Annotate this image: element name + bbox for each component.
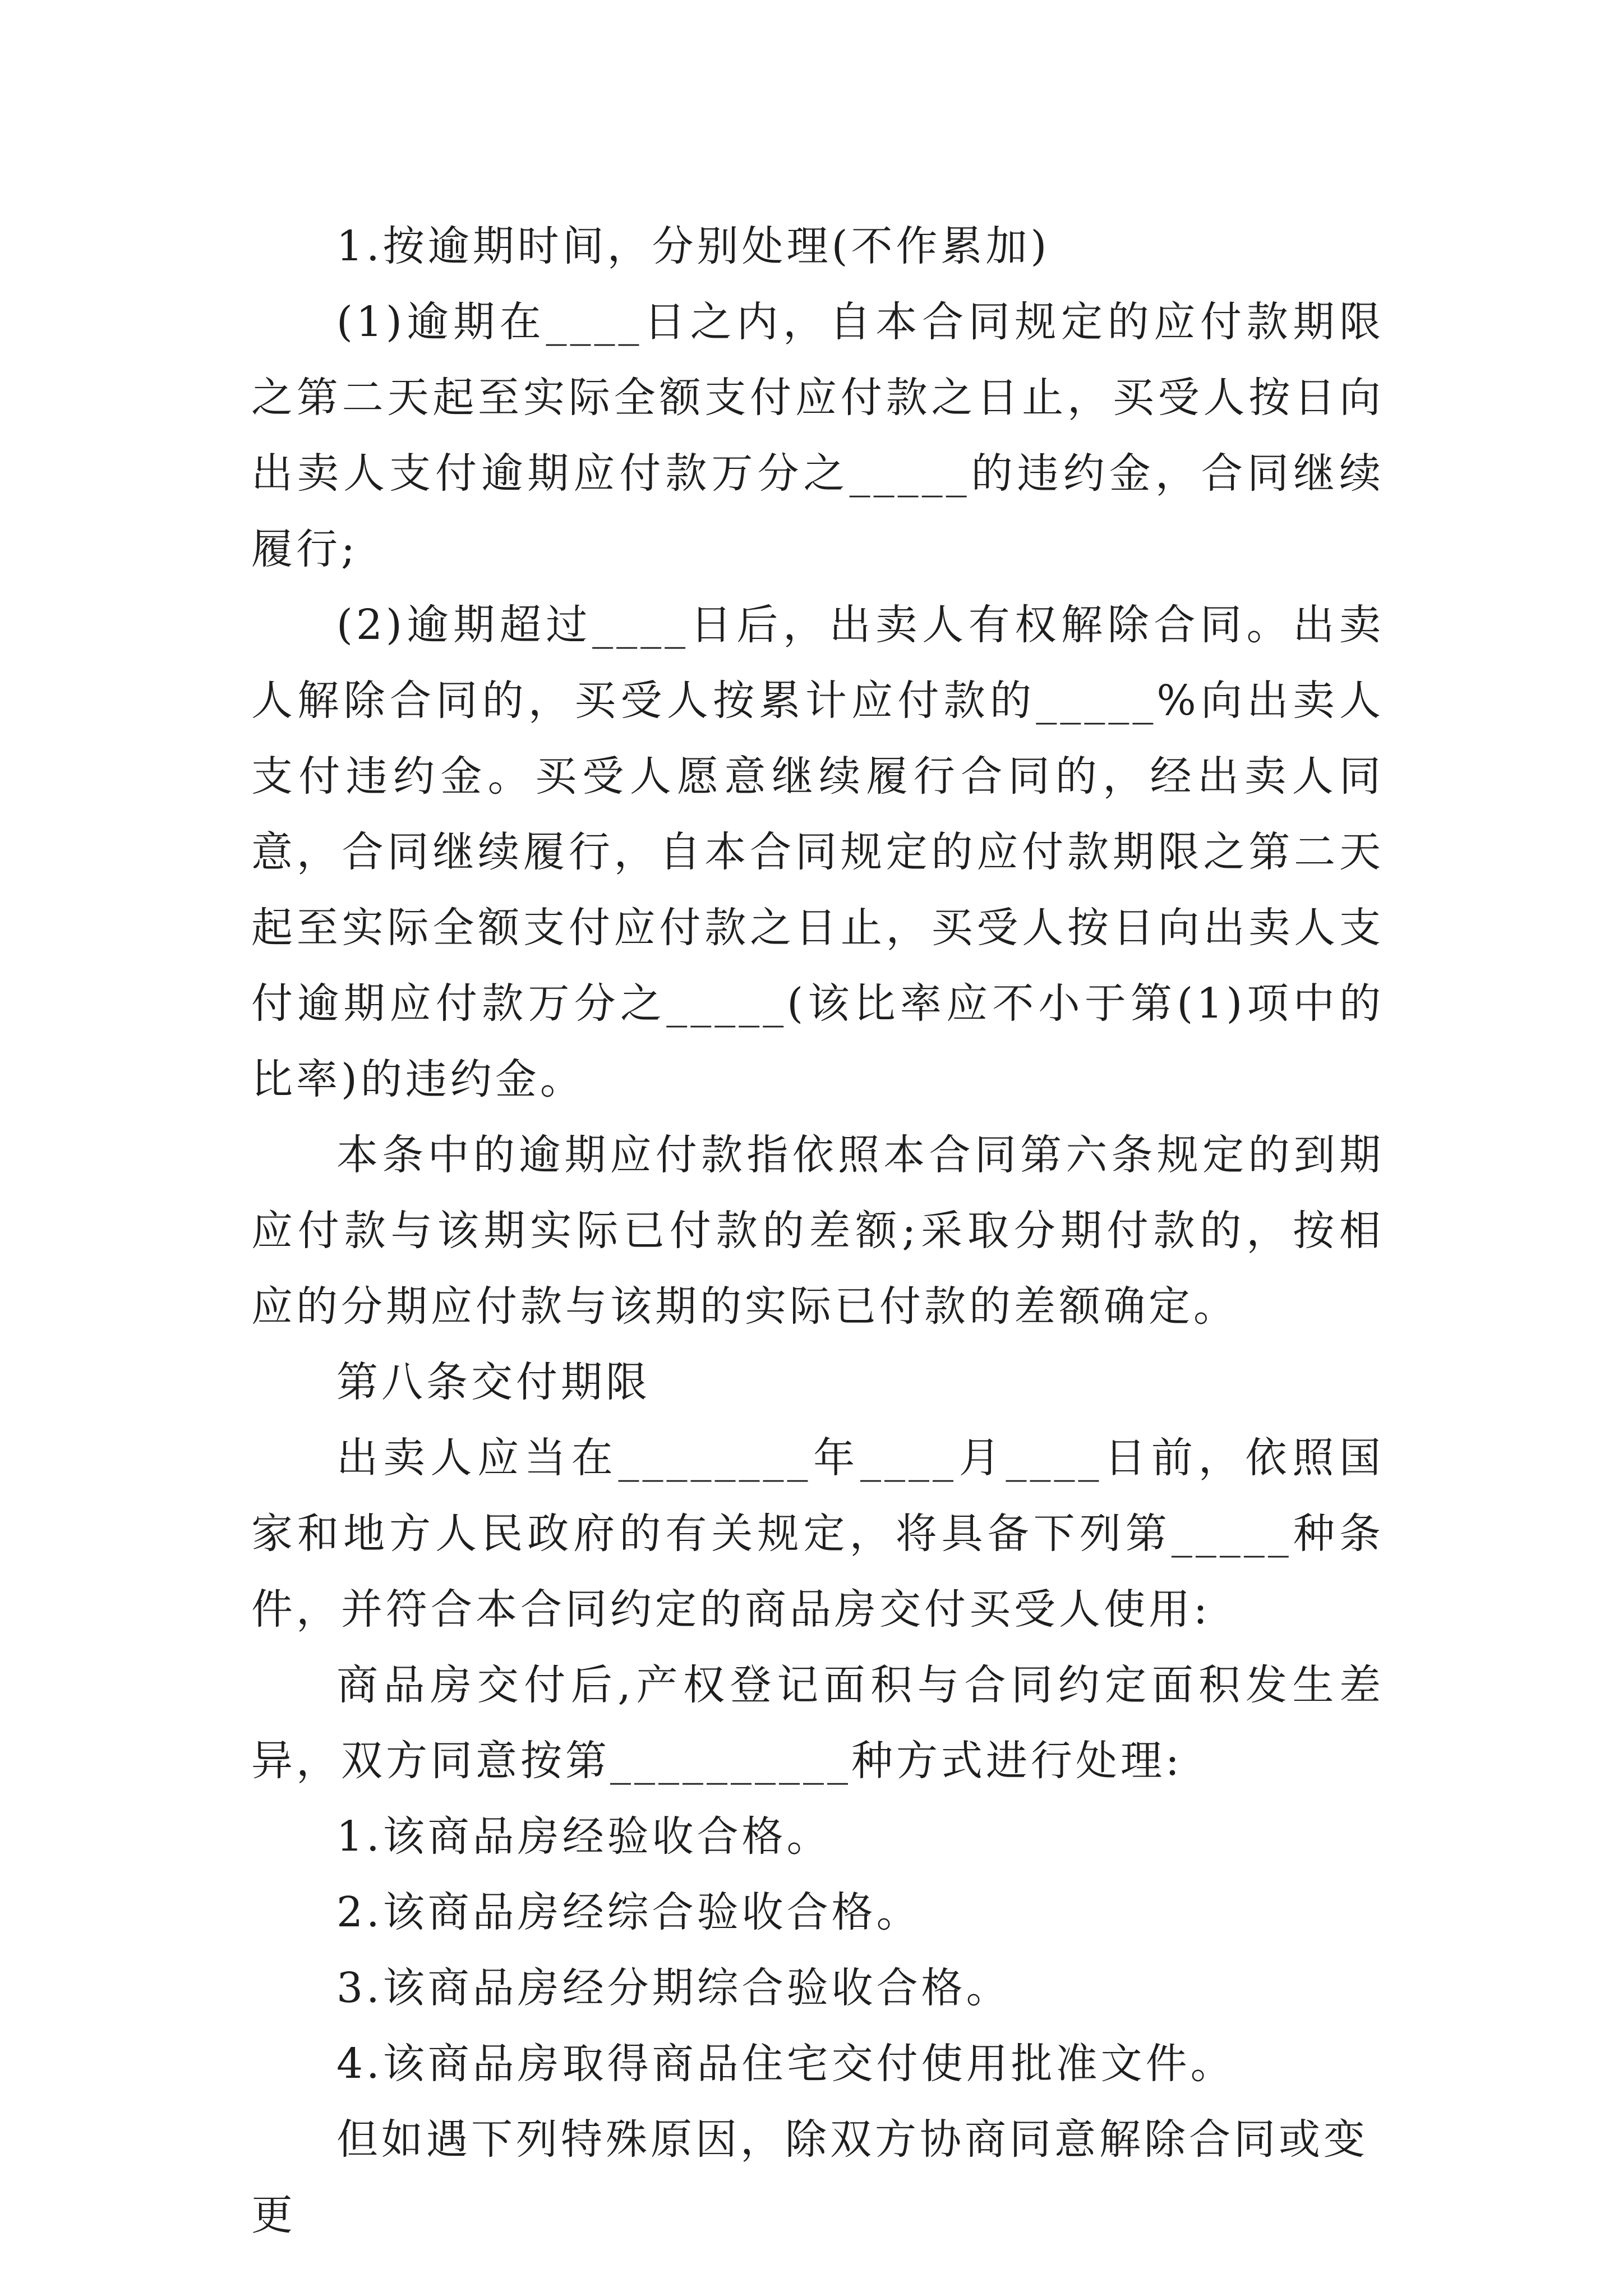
paragraph-special-reasons: 但如遇下列特殊原因，除双方协商同意解除合同或变更 — [251, 2115, 1368, 2239]
paragraph-overdue-exceeding-days: (2)逾期超过____日后，出卖人有权解除合同。出卖人解除合同的，买受人按累计应付款的_____%向出卖人支付违约金。买受人愿意继续履行合同的，经出卖人同意，合同继续履行，自本合同规定的应付款期限之第二天起至实际全额支付应付款之日止，买受人按日向出卖人支付逾期应付款万分之_____(该比率应不小于第(1)项中的比率)的违约金。 — [251, 601, 1384, 1103]
list-item-condition-1: 1.该商品房经验收合格。 — [336, 1812, 832, 1861]
paragraph-overdue-definition: 本条中的逾期应付款指依照本合同第六条规定的到期应付款与该期实际已付款的差额;采取分期付款的，按相应的分期应付款与该期的实际已付款的差额确定。 — [251, 1131, 1384, 1331]
list-item-condition-3: 3.该商品房经分期综合验收合格。 — [336, 1964, 1011, 2012]
paragraph-overdue-within-days: (1)逾期在____日之内，自本合同规定的应付款期限之第二天起至实际全额支付应付款之日止，买受人按日向出卖人支付逾期应付款万分之_____的违约金，合同继续履行; — [251, 298, 1384, 573]
list-item-condition-2: 2.该商品房经综合验收合格。 — [336, 1888, 921, 1936]
list-item-condition-4: 4.该商品房取得商品住宅交付使用批准文件。 — [336, 2040, 1235, 2088]
paragraph-overdue-handling: 1.按逾期时间，分别处理(不作累加) — [336, 222, 1050, 270]
paragraph-area-difference: 商品房交付后,产权登记面积与合同约定面积发生差异，双方同意按第__________种方式进行处理: — [251, 1661, 1384, 1785]
section-heading-delivery-deadline: 第八条交付期限 — [336, 1358, 651, 1406]
paragraph-delivery-date: 出卖人应当在________年____月____日前，依照国家和地方人民政府的有关规定，将具备下列第_____种条件，并符合本合同约定的商品房交付买受人使用: — [251, 1434, 1384, 1634]
document-body — [251, 209, 1384, 2253]
